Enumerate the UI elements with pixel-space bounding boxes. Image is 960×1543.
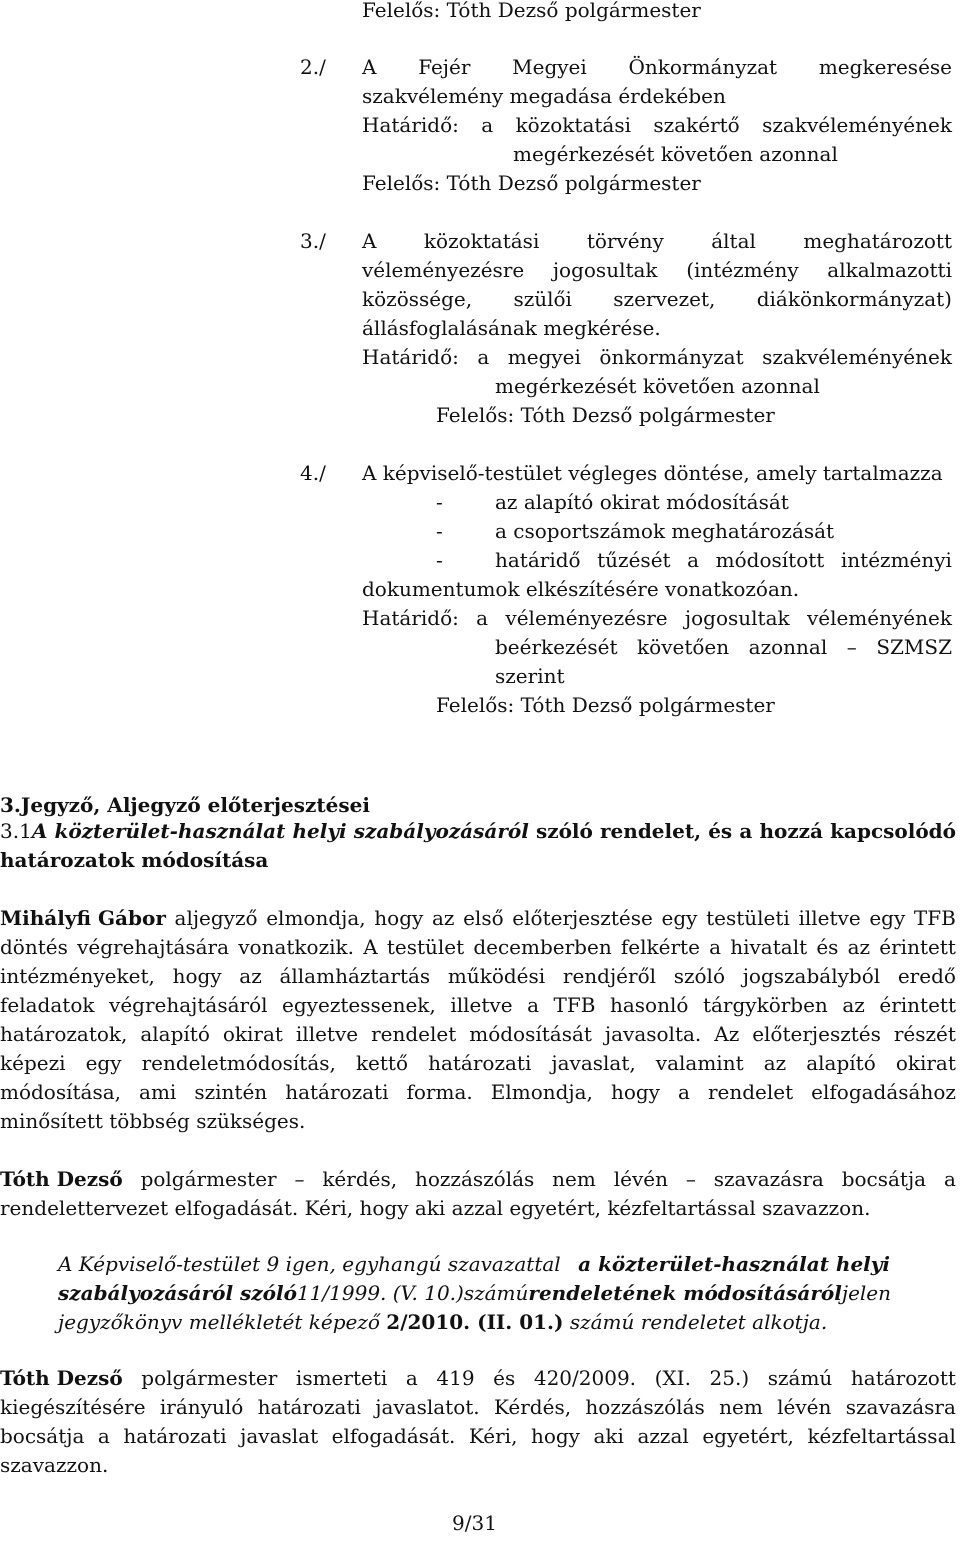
word: nem: [719, 1395, 763, 1419]
para3-speaker: Tóth Dezső: [0, 1366, 123, 1390]
word: a: [477, 345, 490, 369]
subsection-bold-w0: szóló: [535, 819, 593, 843]
word: törvény: [586, 229, 664, 253]
word: határozati: [123, 1424, 227, 1448]
para2-speaker: Tóth Dezső: [0, 1167, 123, 1191]
word: intézményeket,: [0, 964, 155, 988]
word: SZMSZ: [876, 635, 952, 659]
word: polgármester: [141, 1366, 278, 1390]
word: véleményezésre: [362, 258, 525, 282]
word: és: [493, 1366, 516, 1390]
decision-l2-a: szabályozásáról szóló: [58, 1281, 297, 1305]
word: TFB: [913, 906, 956, 930]
word: érintett: [879, 935, 956, 959]
subsection-bold-w5: kapcsolódó: [830, 819, 956, 843]
item3-number: 3./: [300, 229, 326, 253]
word: egy: [869, 906, 906, 930]
section-heading: 3.Jegyző, Aljegyző előterjesztései: [0, 793, 370, 817]
word: érintett: [879, 993, 956, 1017]
item4-bullet3-cont: dokumentumok elkészítésére vonatkozóan.: [362, 577, 800, 601]
word: szintén: [194, 1080, 268, 1104]
word: javasolta.: [604, 1022, 702, 1046]
para1-speaker: Mihályfi Gábor: [0, 906, 166, 930]
word: szóló: [673, 964, 725, 988]
word: rendeletmódosítás,: [141, 1051, 336, 1075]
word: (intézmény: [686, 258, 799, 282]
subsection-title-line1: [0, 817, 956, 846]
word: szervezet,: [613, 287, 716, 311]
decision-l3-c: számú rendeletet alkotja.: [569, 1310, 828, 1334]
word: megkeresése: [818, 55, 952, 79]
item3-line1: [362, 227, 952, 256]
word: azzal: [637, 1424, 689, 1448]
para3-line4: szavazzon.: [0, 1453, 109, 1477]
para1-line2: [0, 933, 956, 962]
word: a: [687, 548, 700, 572]
word: működési: [447, 964, 546, 988]
subsection-bold-w1: rendelet,: [600, 819, 702, 843]
word: (XI.: [654, 1366, 691, 1390]
word: és: [816, 935, 839, 959]
item4-deadline-line3: szerint: [495, 664, 565, 688]
word: hogy: [610, 1080, 660, 1104]
word: jogosultak: [552, 258, 658, 282]
word: első: [463, 906, 504, 930]
word: tárgykörben: [702, 993, 828, 1017]
word: a: [97, 1424, 110, 1448]
word: A: [363, 935, 378, 959]
item3-responsible: Felelős: Tóth Dezső polgármester: [436, 403, 775, 427]
word: közoktatási: [423, 229, 540, 253]
word: kiegészítésére: [0, 1395, 146, 1419]
word: határozati: [428, 1051, 532, 1075]
word: végrehajtásáról: [109, 993, 268, 1017]
item4-bullet2: a csoportszámok meghatározását: [495, 519, 835, 543]
word: Határidő:: [362, 113, 459, 137]
item2-responsible: Felelős: Tóth Dezső polgármester: [362, 171, 701, 195]
word: beérkezését: [495, 635, 618, 659]
decision-line1: [58, 1250, 890, 1279]
word: diákönkormányzat): [756, 287, 952, 311]
word: hivatalt: [730, 935, 808, 959]
word: által: [711, 229, 756, 253]
item3-deadline-line1: [362, 343, 952, 372]
word: módosítása,: [0, 1080, 122, 1104]
word: Az: [714, 1022, 740, 1046]
word: aki: [593, 1424, 624, 1448]
word: az: [763, 1051, 787, 1075]
word: határozatok,: [0, 1022, 128, 1046]
word: jogosultak: [684, 606, 790, 630]
word: illetve: [450, 993, 513, 1017]
item4-responsible: Felelős: Tóth Dezső polgármester: [436, 693, 775, 717]
word: szakértő: [653, 113, 740, 137]
word: –: [685, 1167, 696, 1191]
word: a: [476, 606, 489, 630]
word: államháztartás: [279, 964, 431, 988]
decision-l2-b: 11/1999. (V. 10.): [296, 1281, 464, 1305]
word: hogy: [172, 964, 222, 988]
word: aljegyző: [174, 906, 258, 930]
word: illetve: [295, 1022, 359, 1046]
word: előterjesztése: [512, 906, 653, 930]
word: az: [239, 964, 262, 988]
word: vonatkozik.: [238, 935, 354, 959]
word: elfogadásához: [811, 1080, 956, 1104]
para1-line6: [0, 1049, 956, 1078]
word: alapító: [806, 1051, 876, 1075]
word: forma.: [406, 1080, 473, 1104]
word: alkalmazotti: [827, 258, 952, 282]
word: szakvéleményének: [762, 113, 952, 137]
word: okirat: [895, 1051, 956, 1075]
word: bocsátja: [841, 1167, 927, 1191]
word: Kéri,: [468, 1424, 518, 1448]
word: kézfeltartással: [807, 1424, 956, 1448]
word: hogy: [530, 1424, 580, 1448]
word: határozott: [850, 1366, 956, 1390]
word: határozati: [257, 1395, 361, 1419]
decision-line3: [58, 1308, 827, 1337]
word: a: [527, 993, 539, 1017]
word: elmondja,: [266, 906, 366, 930]
word: kettő: [355, 1051, 409, 1075]
word: módosított: [715, 548, 825, 572]
word: egyeztessenek,: [282, 993, 436, 1017]
para1-line7: [0, 1078, 956, 1107]
word: kérdés,: [322, 1167, 398, 1191]
subsection-bold-w2: és: [708, 819, 733, 843]
word: A: [362, 55, 377, 79]
item3-line3: [362, 285, 952, 314]
word: hozzászólás: [414, 1167, 535, 1191]
word: jogszabályból: [742, 964, 881, 988]
word: ismerteti: [295, 1366, 388, 1390]
word: szavazásra: [713, 1167, 824, 1191]
decision-l2-c: számú: [463, 1281, 529, 1305]
word: TFB: [553, 993, 596, 1017]
word: előterjesztés: [752, 1022, 881, 1046]
word: 420/2009.: [533, 1366, 637, 1390]
word: intézményi: [840, 548, 952, 572]
word: véleményének: [806, 606, 952, 630]
para3-line1: [0, 1364, 956, 1393]
decision-l3-a: jegyzőkönyv mellékletét képező: [58, 1310, 380, 1334]
item4-dash2: -: [436, 519, 443, 543]
decision-l2-e: jelen: [841, 1281, 892, 1305]
item4-bullet1: az alapító okirat módosítását: [495, 490, 789, 514]
item2-deadline-line1: [362, 111, 952, 140]
word: valamint: [655, 1051, 744, 1075]
decision-l1-a: A Képviselő-testület 9 igen, egyhangú szavazattal: [58, 1252, 561, 1276]
para2-line2: rendelettervezet elfogadását. Kéri, hogy aki azzal egyetért, kézfeltartással szavazzon.: [0, 1196, 871, 1220]
subsection-title-words: [32, 817, 956, 846]
item4-number: 4./: [300, 461, 326, 485]
word: az: [842, 993, 865, 1017]
decision-l2-d: rendeletének módosításáról: [528, 1281, 842, 1305]
item2-number: 2./: [300, 55, 326, 79]
decision-l3-b: 2/2010. (II. 01.): [386, 1310, 564, 1334]
word: meghatározott: [803, 229, 952, 253]
word: rendelet: [707, 1080, 794, 1104]
word: Fejér: [418, 55, 471, 79]
word: határozati: [285, 1080, 389, 1104]
word: végrehajtására: [77, 935, 230, 959]
item4-dash3: -: [436, 548, 443, 572]
word: eredő: [897, 964, 956, 988]
subsection-italic-w2: helyi: [292, 819, 347, 843]
word: Megyei: [512, 55, 587, 79]
word: módosítását: [469, 1022, 592, 1046]
word: ami: [139, 1080, 177, 1104]
top-responsible: Felelős: Tóth Dezső polgármester: [362, 0, 701, 22]
word: decemberben: [473, 935, 612, 959]
para3-line2: [0, 1393, 956, 1422]
word: polgármester: [140, 1167, 277, 1191]
word: Kérdés,: [494, 1395, 572, 1419]
word: lévén: [613, 1167, 668, 1191]
item4-dash1: -: [436, 490, 443, 514]
word: 25.): [709, 1366, 750, 1390]
word: javaslatot.: [375, 1395, 480, 1419]
subsection-bold-w4: hozzá: [759, 819, 823, 843]
para1-line8: minősített többség szükséges.: [0, 1109, 306, 1133]
page-number: 9/31: [452, 1511, 497, 1535]
word: a: [481, 113, 494, 137]
para1-line4: [0, 991, 956, 1020]
word: számú: [767, 1366, 833, 1390]
subsection-title-line2: határozatok módosítása: [0, 848, 269, 872]
word: Önkormányzat: [628, 55, 778, 79]
para1-line1: [0, 904, 956, 933]
word: –: [294, 1167, 305, 1191]
word: követően: [637, 635, 730, 659]
word: a: [677, 1080, 690, 1104]
subsection-italic-w1: közterület-használat: [54, 819, 286, 843]
word: javaslat: [240, 1424, 319, 1448]
word: a: [709, 935, 722, 959]
word: határidő: [495, 548, 581, 572]
word: a: [943, 1167, 956, 1191]
word: rendelet: [371, 1022, 457, 1046]
word: elfogadását.: [331, 1424, 456, 1448]
word: döntés: [0, 935, 68, 959]
word: A: [362, 229, 377, 253]
word: tűzését: [597, 548, 671, 572]
subsection-number: 3.1: [0, 819, 32, 843]
word: megyei: [507, 345, 581, 369]
item4-line1: A képviselő-testület végleges döntése, amely tartalmazza: [362, 461, 943, 485]
word: szavazásra: [845, 1395, 956, 1419]
para1-line5: [0, 1020, 956, 1049]
word: az: [847, 935, 871, 959]
item2-deadline-line2: megérkezését követően azonnal: [513, 142, 838, 166]
word: szakvéleményének: [762, 345, 952, 369]
word: egy: [661, 906, 698, 930]
word: véleményezésre: [505, 606, 668, 630]
subsection-italic-w3: szabályozásáról: [353, 819, 529, 843]
word: egy: [85, 1051, 122, 1075]
word: hasonló: [609, 993, 689, 1017]
word: képezi: [0, 1051, 66, 1075]
word: nem: [552, 1167, 596, 1191]
subsection-bold-w3: a: [739, 819, 753, 843]
item4-bullet3: [495, 546, 952, 575]
word: részét: [893, 1022, 956, 1046]
word: felkérte: [620, 935, 700, 959]
decision-line2: [58, 1279, 890, 1308]
word: testületi: [706, 906, 790, 930]
word: egyetért,: [702, 1424, 794, 1448]
word: hogy: [374, 906, 424, 930]
word: 419: [436, 1366, 475, 1390]
word: önkormányzat: [599, 345, 744, 369]
word: a: [405, 1366, 418, 1390]
item4-deadline-line1: [362, 604, 952, 633]
word: lévén: [777, 1395, 832, 1419]
word: szülői: [513, 287, 572, 311]
item2-line1: [362, 53, 952, 82]
word: rendjéről: [562, 964, 657, 988]
word: illetve: [798, 906, 861, 930]
word: hozzászólás: [585, 1395, 705, 1419]
word: alapító: [140, 1022, 210, 1046]
word: feladatok: [0, 993, 95, 1017]
word: okirat: [222, 1022, 283, 1046]
word: irányuló: [159, 1395, 244, 1419]
word: Határidő:: [362, 606, 459, 630]
para3-line3: [0, 1422, 956, 1451]
item2-line2: szakvélemény megadása érdekében: [362, 84, 726, 108]
word: Elmondja,: [490, 1080, 593, 1104]
item3-deadline-line2: megérkezését követően azonnal: [495, 374, 820, 398]
subsection-italic-w0: A: [31, 819, 48, 843]
para1-line3: [0, 962, 956, 991]
item3-line4: állásfoglalásának megkérése.: [362, 316, 661, 340]
word: közoktatási: [515, 113, 632, 137]
word: az: [431, 906, 455, 930]
item4-deadline-line2: [495, 633, 952, 662]
para2-line1: [0, 1165, 956, 1194]
word: testület: [386, 935, 465, 959]
item3-line2: [362, 256, 952, 285]
word: közössége,: [362, 287, 473, 311]
decision-l1-b: a közterület-használat helyi: [578, 1252, 890, 1276]
word: javaslat,: [551, 1051, 636, 1075]
word: –: [846, 635, 857, 659]
word: bocsátja: [0, 1424, 85, 1448]
word: Határidő:: [362, 345, 459, 369]
word: azonnal: [748, 635, 828, 659]
